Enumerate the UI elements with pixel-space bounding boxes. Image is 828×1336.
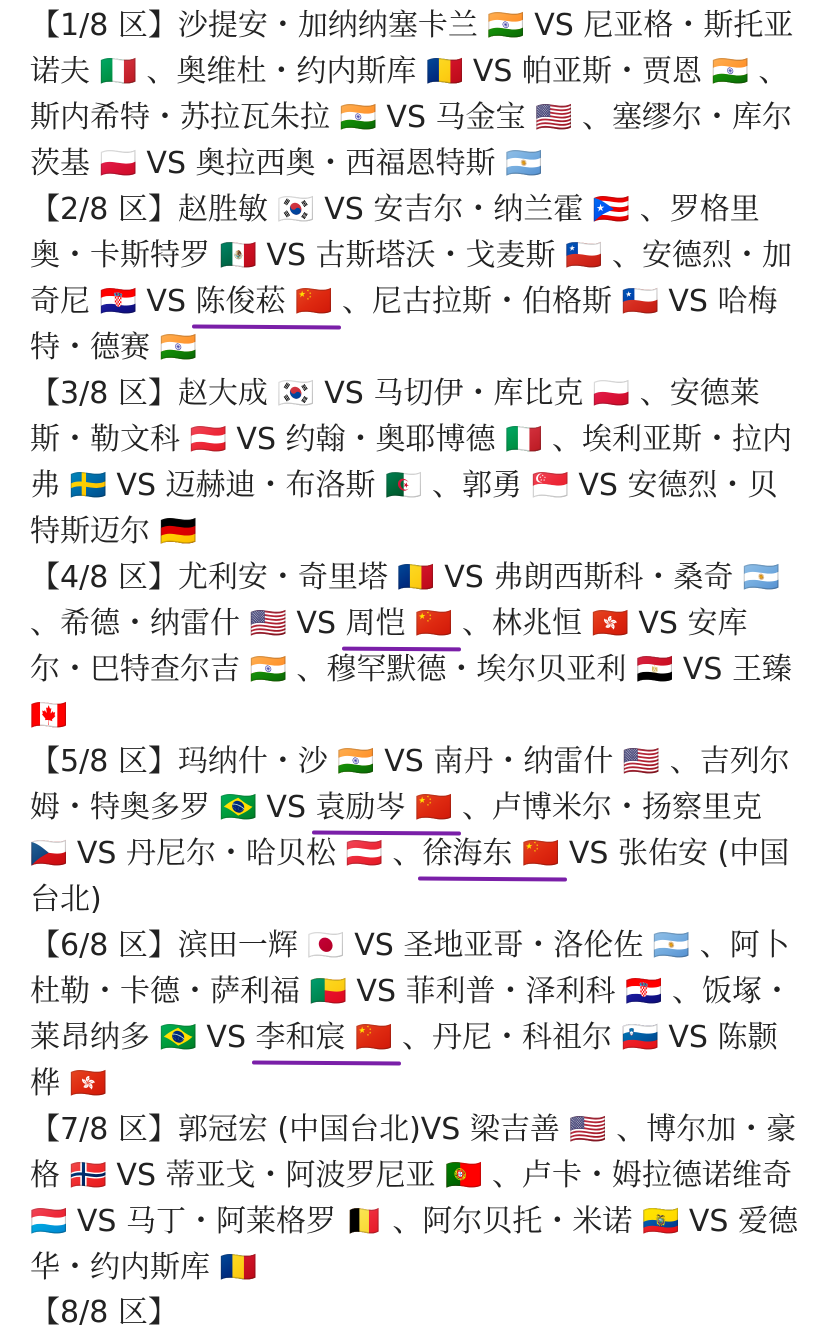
section-body: 滨田一辉 🇯🇵 VS 圣地亚哥・洛伦佐 🇦🇷 、阿卜杜勒・卡德・萨利福 🇧🇯 VS 菲利普・泽利科 🇭🇷 、饭塚・莱昂纳多 🇧🇷 VS bbox=[30, 928, 792, 1055]
highlighted-player: 李和宸 🇨🇳 bbox=[255, 1020, 393, 1055]
section-title: 【5/8 区】 bbox=[30, 744, 178, 779]
highlighted-player: 周恺 🇨🇳 bbox=[345, 606, 453, 641]
section-body: 玛纳什・沙 🇮🇳 VS 南丹・纳雷什 🇺🇸 、吉列尔姆・特奥多罗 🇧🇷 VS bbox=[30, 744, 790, 825]
section-body: 、尼古拉斯・伯格斯 🇨🇱 VS 哈梅特・德赛 🇮🇳 bbox=[30, 284, 778, 365]
section-body: 郭冠宏 (中国台北)VS 梁吉善 🇺🇸 、博尔加・豪格 🇳🇴 VS 蒂亚戈・阿波罗尼亚 🇵🇹 、卢卡・姆拉德诺维奇 🇱🇺 VS 马丁・阿莱格罗 🇧🇪 、阿尔贝托・米诺 🇪🇨 VS 爱德华・约内斯库 🇷🇴 bbox=[30, 1112, 798, 1285]
section-body: 尤利安・奇里塔 🇷🇴 VS 弗朗西斯科・桑奇 🇦🇷 、希德・纳雷什 🇺🇸 VS bbox=[30, 560, 781, 641]
cut-off-text: 【8/8 区】 bbox=[30, 1295, 178, 1330]
section-body: 、林兆恒 🇭🇰 VS 安库尔・巴特查尔吉 🇮🇳 、穆罕默德・埃尔贝亚利 🇪🇬 VS 王臻 🇨🇦 bbox=[30, 606, 792, 733]
post-content bbox=[30, 3, 802, 1291]
draw-section-1 bbox=[30, 3, 802, 187]
draw-section-2 bbox=[30, 187, 802, 371]
section-title: 【6/8 区】 bbox=[30, 928, 178, 963]
highlighted-player: 袁励岑 🇨🇳 bbox=[315, 790, 453, 825]
section-body: 沙提安・加纳纳塞卡兰 🇮🇳 VS 尼亚格・斯托亚诺夫 🇮🇹 、奥维杜・约内斯库 🇷🇴 VS 帕亚斯・贾恩 🇮🇳 、斯内希特・苏拉瓦朱拉 🇮🇳 VS 马金宝 🇺🇸 、塞缪尔・库尔茨基 🇵🇱 VS 奥拉西奥・西福恩特斯 🇦🇷 bbox=[30, 8, 794, 181]
draw-section-4 bbox=[30, 555, 802, 739]
draw-section-5 bbox=[30, 739, 802, 923]
section-title: 【1/8 区】 bbox=[30, 8, 178, 43]
section-title: 【4/8 区】 bbox=[30, 560, 178, 595]
section-title: 【7/8 区】 bbox=[30, 1112, 178, 1147]
section-body: 赵胜敏 🇰🇷 VS 安吉尔・纳兰霍 🇵🇷 、罗格里奥・卡斯特罗 🇲🇽 VS 古斯塔沃・戈麦斯 🇨🇱 、安德烈・加奇尼 🇭🇷 VS bbox=[30, 192, 792, 319]
section-body: 、卢博米尔・扬察里克 🇨🇿 VS 丹尼尔・哈贝松 🇦🇹 、 bbox=[30, 790, 762, 871]
section-body: 、丹尼・科祖尔 🇸🇮 VS 陈颢桦 🇭🇰 bbox=[30, 1020, 778, 1101]
draw-section-7 bbox=[30, 1107, 802, 1291]
section-body: 赵大成 🇰🇷 VS 马切伊・库比克 🇵🇱 、安德莱斯・勒文科 🇦🇹 VS 约翰・奥耶博德 🇮🇹 、埃利亚斯・拉内弗 🇸🇪 VS 迈赫迪・布洛斯 🇩🇿 、郭勇 🇸🇬 VS 安德烈・贝特斯迈尔 🇩🇪 bbox=[30, 376, 792, 549]
section-title: 【3/8 区】 bbox=[30, 376, 178, 411]
cut-off-line bbox=[0, 1288, 828, 1330]
highlighted-player: 陈俊菘 🇨🇳 bbox=[195, 284, 333, 319]
highlighted-player: 徐海东 🇨🇳 bbox=[422, 836, 560, 871]
draw-section-6 bbox=[30, 923, 802, 1107]
section-body: VS 张佑安 (中国台北) bbox=[30, 836, 790, 917]
section-title: 【2/8 区】 bbox=[30, 192, 178, 227]
draw-section-3 bbox=[30, 371, 802, 555]
